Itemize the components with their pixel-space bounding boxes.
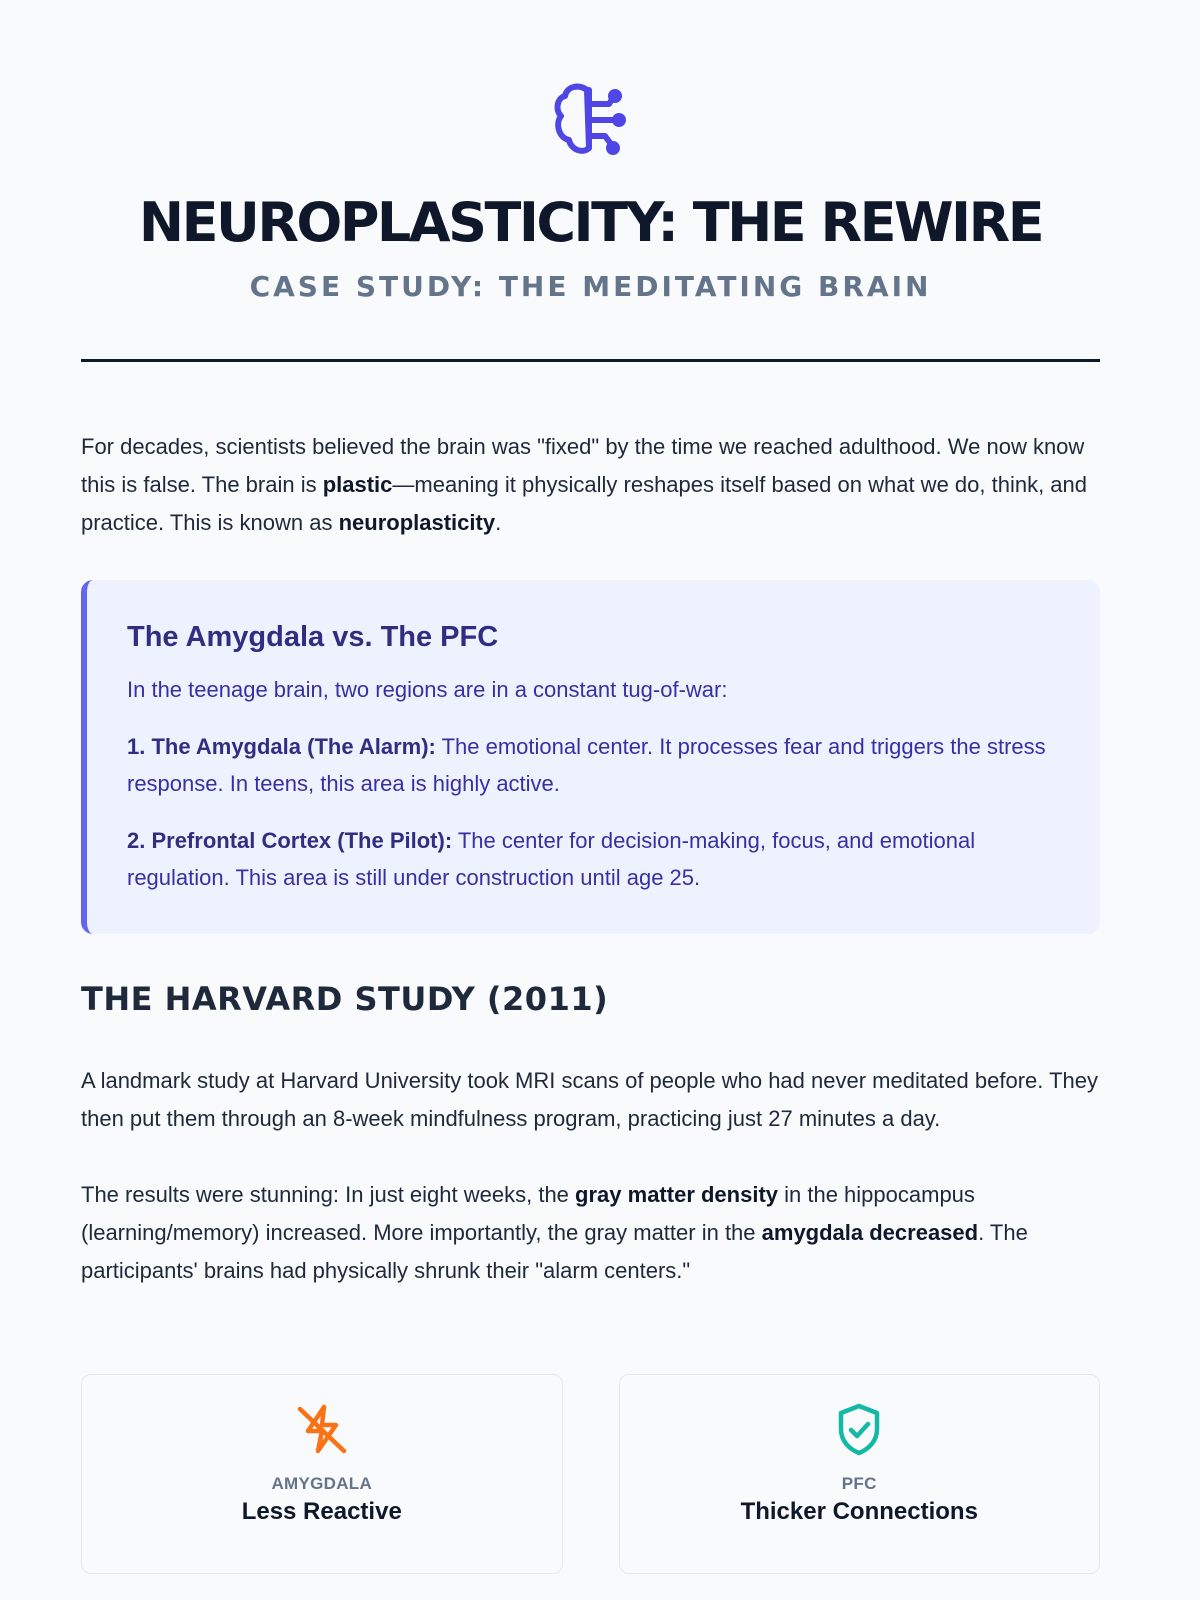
zap-off-icon bbox=[294, 1401, 350, 1457]
card-value: Less Reactive bbox=[241, 1498, 402, 1526]
results-text-1: The results were stunning: In just eight weeks, the bbox=[81, 1182, 576, 1208]
callout-lead: In the teenage brain, two regions are in a constant tug-of-war: bbox=[127, 677, 728, 703]
callout-item-pfc-label: 2. Prefrontal Cortex (The Pilot): bbox=[127, 828, 453, 854]
brain-circuit-icon bbox=[553, 80, 629, 160]
shield-check-icon bbox=[831, 1401, 887, 1457]
results-bold-amygdala: amygdala decreased bbox=[761, 1220, 979, 1246]
results-text-2: in the hippocampus (learning/memory) increased. More importantly, the gray matter in the bbox=[81, 1182, 975, 1246]
study-paragraph-1: A landmark study at Harvard University took MRI scans of people who had never meditated before. They then put them through an 8-week mindfulness program, practicing just 27 minutes a day. bbox=[81, 1068, 1098, 1132]
result-card-pfc bbox=[619, 1374, 1101, 1574]
callout-item-pfc bbox=[127, 822, 1060, 896]
intro-bold-neuroplasticity: neuroplasticity bbox=[338, 510, 496, 536]
result-card-amygdala bbox=[81, 1374, 563, 1574]
callout-item-amygdala bbox=[127, 728, 1060, 802]
study-results-paragraph bbox=[81, 1176, 1100, 1290]
page-subtitle: CASE STUDY: THE MEDITATING BRAIN bbox=[249, 270, 932, 304]
intro-paragraph bbox=[81, 428, 1100, 542]
intro-text-3: . bbox=[495, 510, 502, 536]
page-title: NEUROPLASTICITY: THE REWIRE bbox=[138, 191, 1043, 254]
intro-text-2: —meaning it physically reshapes itself based on what we do, think, and practice. This is known as bbox=[81, 472, 1088, 536]
callout-item-pfc-text: The center for decision-making, focus, and emotional regulation. This area is still under construction until age 25. bbox=[127, 828, 976, 891]
section-heading-harvard-study: THE HARVARD STUDY (2011) bbox=[81, 980, 609, 1019]
hero bbox=[81, 0, 1100, 303]
amygdala-pfc-callout bbox=[81, 580, 1100, 934]
intro-bold-plastic: plastic bbox=[322, 472, 393, 498]
card-label: PFC bbox=[841, 1474, 877, 1494]
callout-item-amygdala-text: The emotional center. It processes fear and triggers the stress response. In teens, this area is highly active. bbox=[127, 734, 1046, 797]
card-label: AMYGDALA bbox=[271, 1474, 373, 1494]
results-bold-gray-matter: gray matter density bbox=[575, 1182, 779, 1208]
title-divider bbox=[81, 359, 1100, 362]
callout-item-amygdala-label: 1. The Amygdala (The Alarm): bbox=[127, 734, 436, 760]
result-cards bbox=[81, 1374, 1100, 1574]
intro-text-1: For decades, scientists believed the brain was "fixed" by the time we reached adulthood. We now know this is false. The brain is bbox=[81, 434, 1085, 498]
callout-title: The Amygdala vs. The PFC bbox=[127, 621, 499, 654]
card-value: Thicker Connections bbox=[740, 1498, 978, 1526]
results-text-3: . The participants' brains had physically shrunk their "alarm centers." bbox=[81, 1220, 1028, 1284]
